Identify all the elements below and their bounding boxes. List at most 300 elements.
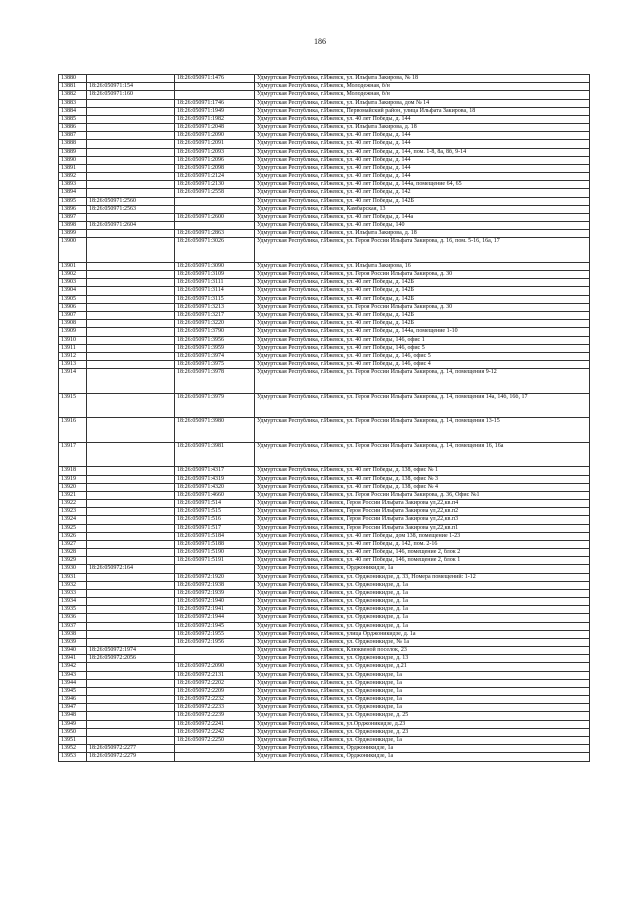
address-cell: Удмуртская Республика, г.Ижевск, ул. 40 лет Победы, д. 144а, помещение 1-10 xyxy=(255,328,590,336)
table-row xyxy=(59,737,590,745)
table-row xyxy=(59,83,590,91)
building-cadastral-number-cell xyxy=(175,197,255,205)
land-cadastral-number-cell xyxy=(87,532,175,540)
address-cell: Удмуртская Республика, г.Ижевск, Героя России Ильфата Закирова ул,22,кв.п1 xyxy=(255,524,590,532)
address-cell: Удмуртская Республика, г.Ижевск, Орджоникидзе, 1а xyxy=(255,565,590,573)
land-cadastral-number-cell xyxy=(87,320,175,328)
table-row xyxy=(59,630,590,638)
row-number-cell: 13891 xyxy=(59,164,87,172)
row-number-cell: 13882 xyxy=(59,91,87,99)
building-cadastral-number-cell xyxy=(175,91,255,99)
row-number-cell: 13925 xyxy=(59,524,87,532)
land-cadastral-number-cell: 18:26:050971:2563 xyxy=(87,205,175,213)
building-cadastral-number-cell: 18:26:050972:1939 xyxy=(175,589,255,597)
table-row xyxy=(59,638,590,646)
building-cadastral-number-cell: 18:26:050971:1949 xyxy=(175,107,255,115)
address-cell: Удмуртская Республика, г.Ижевск, Героя России Ильфата Закирова ул,22,кв.п2 xyxy=(255,508,590,516)
row-number-cell: 13922 xyxy=(59,500,87,508)
row-number-cell: 13898 xyxy=(59,222,87,230)
land-cadastral-number-cell xyxy=(87,598,175,606)
row-number-cell: 13886 xyxy=(59,124,87,132)
land-cadastral-number-cell: 18:26:050971:2560 xyxy=(87,197,175,205)
land-cadastral-number-cell xyxy=(87,352,175,360)
building-cadastral-number-cell: 18:26:050972:2209 xyxy=(175,687,255,695)
address-cell: Удмуртская Республика, г.Ижевск, ул. Орджоникидзе, д. 25 xyxy=(255,712,590,720)
building-cadastral-number-cell xyxy=(175,222,255,230)
building-cadastral-number-cell: 18:26:050972:1938 xyxy=(175,581,255,589)
address-cell: Удмуртская Республика, г.Ижевск, Орджоникидзе, 1а xyxy=(255,753,590,761)
building-cadastral-number-cell: 18:26:050971:3790 xyxy=(175,328,255,336)
table-row xyxy=(59,663,590,671)
table-row xyxy=(59,687,590,695)
building-cadastral-number-cell: 18:26:050971:2124 xyxy=(175,173,255,181)
page-number: 186 xyxy=(314,37,326,46)
building-cadastral-number-cell: 18:26:050971:5190 xyxy=(175,549,255,557)
table-row xyxy=(59,467,590,475)
row-number-cell: 13940 xyxy=(59,647,87,655)
land-cadastral-number-cell xyxy=(87,606,175,614)
address-cell: Удмуртская Республика, г.Ижевск, ул. Орджоникидзе, 1а xyxy=(255,687,590,695)
building-cadastral-number-cell: 18:26:050971:3026 xyxy=(175,238,255,263)
address-cell: Удмуртская Республика, г.Ижевск, ул. Ильфата Закирова, 16 xyxy=(255,262,590,270)
table-row xyxy=(59,303,590,311)
building-cadastral-number-cell: 18:26:050972:1944 xyxy=(175,614,255,622)
table-row xyxy=(59,279,590,287)
building-cadastral-number-cell: 18:26:050971:3975 xyxy=(175,361,255,369)
address-cell: Удмуртская Республика, г.Ижевск, ул. 40 лет Победы, д. 144а xyxy=(255,213,590,221)
building-cadastral-number-cell: 18:26:050971:2096 xyxy=(175,156,255,164)
address-cell: Удмуртская Республика, г.Ижевск, ул. 40 лет Победы, д. 142, пом. 2-16 xyxy=(255,540,590,548)
table-row xyxy=(59,75,590,83)
land-cadastral-number-cell xyxy=(87,107,175,115)
land-cadastral-number-cell xyxy=(87,115,175,123)
address-cell: Удмуртская Республика, г.Ижевск, ул. 40 лет Победы, д. 138, офис № 3 xyxy=(255,475,590,483)
table-row xyxy=(59,107,590,115)
row-number-cell: 13885 xyxy=(59,115,87,123)
land-cadastral-number-cell xyxy=(87,393,175,418)
building-cadastral-number-cell: 18:26:050971:515 xyxy=(175,508,255,516)
building-cadastral-number-cell: 18:26:050972:2232 xyxy=(175,696,255,704)
building-cadastral-number-cell: 18:26:050972:2241 xyxy=(175,720,255,728)
address-cell: Удмуртская Республика, г.Ижевск, ул. Орджоникидзе, д. 1а xyxy=(255,614,590,622)
row-number-cell: 13900 xyxy=(59,238,87,263)
address-cell: Удмуртская Республика, г.Ижевск, ул. Орджоникидзе, д. 33, Номера помещений: 1-12 xyxy=(255,573,590,581)
table-row xyxy=(59,679,590,687)
address-cell: Удмуртская Республика, г.Ижевск, ул. 40 лет Победы, 146, помещение 2, блок 2 xyxy=(255,549,590,557)
table-row xyxy=(59,728,590,736)
address-cell: Удмуртская Республика, г.Ижевск, ул. Героя России Ильфата Закирова, д. 30 xyxy=(255,303,590,311)
land-cadastral-number-cell xyxy=(87,418,175,443)
land-cadastral-number-cell: 18:26:050972:2056 xyxy=(87,655,175,663)
address-cell: Удмуртская Республика, г.Ижевск, ул. 40 лет Победы, дом 138, помещение 1-23 xyxy=(255,532,590,540)
building-cadastral-number-cell: 18:26:050971:516 xyxy=(175,516,255,524)
land-cadastral-number-cell xyxy=(87,303,175,311)
land-cadastral-number-cell xyxy=(87,540,175,548)
land-cadastral-number-cell xyxy=(87,361,175,369)
land-cadastral-number-cell xyxy=(87,483,175,491)
table-row xyxy=(59,712,590,720)
row-number-cell: 13906 xyxy=(59,303,87,311)
row-number-cell: 13926 xyxy=(59,532,87,540)
address-cell: Удмуртская Республика, г.Ижевск, ул. 40 лет Победы, д. 142Б xyxy=(255,279,590,287)
row-number-cell: 13930 xyxy=(59,565,87,573)
row-number-cell: 13915 xyxy=(59,393,87,418)
land-cadastral-number-cell xyxy=(87,622,175,630)
land-cadastral-number-cell: 18:26:050972:2277 xyxy=(87,745,175,753)
building-cadastral-number-cell: 18:26:050971:4319 xyxy=(175,475,255,483)
building-cadastral-number-cell: 18:26:050971:2093 xyxy=(175,148,255,156)
land-cadastral-number-cell xyxy=(87,132,175,140)
row-number-cell: 13924 xyxy=(59,516,87,524)
building-cadastral-number-cell: 18:26:050971:1476 xyxy=(175,75,255,83)
table-row xyxy=(59,156,590,164)
table-row xyxy=(59,197,590,205)
address-cell: Удмуртская Республика, г.Ижевск, ул. Героя России Ильфата Закирова, д. 14, помещения 13-15 xyxy=(255,418,590,443)
table-row xyxy=(59,189,590,197)
address-cell: Удмуртская Республика, г.Ижевск, Орджоникидзе, 1а xyxy=(255,745,590,753)
row-number-cell: 13899 xyxy=(59,230,87,238)
building-cadastral-number-cell: 18:26:050972:1955 xyxy=(175,630,255,638)
table-row xyxy=(59,524,590,532)
building-cadastral-number-cell: 18:26:050971:3959 xyxy=(175,344,255,352)
land-cadastral-number-cell: 18:26:050971:160 xyxy=(87,91,175,99)
row-number-cell: 13948 xyxy=(59,712,87,720)
land-cadastral-number-cell xyxy=(87,704,175,712)
row-number-cell: 13896 xyxy=(59,205,87,213)
row-number-cell: 13908 xyxy=(59,320,87,328)
building-cadastral-number-cell: 18:26:050971:4660 xyxy=(175,491,255,499)
table-row xyxy=(59,91,590,99)
address-cell: Удмуртская Республика, г.Ижевск, ул. Ильфата Закирова, д. 18 xyxy=(255,230,590,238)
row-number-cell: 13952 xyxy=(59,745,87,753)
row-number-cell: 13932 xyxy=(59,581,87,589)
building-cadastral-number-cell xyxy=(175,647,255,655)
table-row xyxy=(59,491,590,499)
row-number-cell: 13928 xyxy=(59,549,87,557)
table-row xyxy=(59,573,590,581)
building-cadastral-number-cell: 18:26:050972:2250 xyxy=(175,737,255,745)
table-row xyxy=(59,336,590,344)
land-cadastral-number-cell xyxy=(87,238,175,263)
table-row xyxy=(59,565,590,573)
address-cell: Удмуртская Республика, г.Ижевск, ул. 40 лет Победы, 146, помещение 2, блок 1 xyxy=(255,557,590,565)
building-cadastral-number-cell: 18:26:050971:3217 xyxy=(175,312,255,320)
address-cell: Удмуртская Республика, г.Ижевск, ул. Орджоникидзе, д. 1а xyxy=(255,598,590,606)
table-row xyxy=(59,516,590,524)
land-cadastral-number-cell: 18:26:050972:1974 xyxy=(87,647,175,655)
row-number-cell: 13935 xyxy=(59,606,87,614)
land-cadastral-number-cell xyxy=(87,614,175,622)
table-row xyxy=(59,287,590,295)
row-number-cell: 13927 xyxy=(59,540,87,548)
table-row xyxy=(59,622,590,630)
address-cell: Удмуртская Республика, г.Ижевск, ул. 40 лет Победы, 140 xyxy=(255,222,590,230)
building-cadastral-number-cell: 18:26:050972:2233 xyxy=(175,704,255,712)
building-cadastral-number-cell: 18:26:050972:1941 xyxy=(175,606,255,614)
land-cadastral-number-cell xyxy=(87,663,175,671)
row-number-cell: 13920 xyxy=(59,483,87,491)
row-number-cell: 13890 xyxy=(59,156,87,164)
land-cadastral-number-cell xyxy=(87,467,175,475)
land-cadastral-number-cell xyxy=(87,99,175,107)
building-cadastral-number-cell: 18:26:050971:3980 xyxy=(175,418,255,443)
row-number-cell: 13923 xyxy=(59,508,87,516)
address-cell: Удмуртская Республика, г.Ижевск, ул. Орджоникидзе, д. 1а xyxy=(255,606,590,614)
land-cadastral-number-cell xyxy=(87,671,175,679)
land-cadastral-number-cell xyxy=(87,189,175,197)
building-cadastral-number-cell: 18:26:050971:2558 xyxy=(175,189,255,197)
row-number-cell: 13916 xyxy=(59,418,87,443)
address-cell: Удмуртская Республика, г.Ижевск, ул. Орджоникидзе, д. 13 xyxy=(255,655,590,663)
address-cell: Удмуртская Республика, г.Ижевск, ул.Орджоникидзе, д.23 xyxy=(255,720,590,728)
address-cell: Удмуртская Республика, г.Ижевск, ул. Ильфата Закирова, д. 18 xyxy=(255,124,590,132)
building-cadastral-number-cell: 18:26:050971:3111 xyxy=(175,279,255,287)
building-cadastral-number-cell: 18:26:050971:1982 xyxy=(175,115,255,123)
address-cell: Удмуртская Республика, г.Ижевск, Молодежная, б/н xyxy=(255,83,590,91)
address-cell: Удмуртская Республика, г.Ижевск, ул. 40 лет Победы, д. 138, офис № 1 xyxy=(255,467,590,475)
table-row xyxy=(59,222,590,230)
row-number-cell: 13901 xyxy=(59,262,87,270)
address-cell: Удмуртская Республика, г.Ижевск, ул. Героя России Ильфата Закирова, д. 14, помещения 9-12 xyxy=(255,369,590,394)
land-cadastral-number-cell xyxy=(87,328,175,336)
address-cell: Удмуртская Республика, г.Ижевск, ул. 40 лет Победы, д. 144 xyxy=(255,140,590,148)
row-number-cell: 13937 xyxy=(59,622,87,630)
land-cadastral-number-cell xyxy=(87,524,175,532)
table-row xyxy=(59,647,590,655)
building-cadastral-number-cell: 18:26:050971:2091 xyxy=(175,140,255,148)
table-row xyxy=(59,164,590,172)
building-cadastral-number-cell: 18:26:050972:2239 xyxy=(175,712,255,720)
land-cadastral-number-cell xyxy=(87,156,175,164)
land-cadastral-number-cell xyxy=(87,173,175,181)
row-number-cell: 13936 xyxy=(59,614,87,622)
row-number-cell: 13895 xyxy=(59,197,87,205)
row-number-cell: 13942 xyxy=(59,663,87,671)
building-cadastral-number-cell: 18:26:050971:2098 xyxy=(175,164,255,172)
row-number-cell: 13931 xyxy=(59,573,87,581)
table-row xyxy=(59,557,590,565)
row-number-cell: 13909 xyxy=(59,328,87,336)
building-cadastral-number-cell: 18:26:050971:3974 xyxy=(175,352,255,360)
land-cadastral-number-cell xyxy=(87,638,175,646)
row-number-cell: 13880 xyxy=(59,75,87,83)
registry-table-body xyxy=(59,75,590,762)
land-cadastral-number-cell: 18:26:050971:154 xyxy=(87,83,175,91)
land-cadastral-number-cell xyxy=(87,295,175,303)
land-cadastral-number-cell xyxy=(87,75,175,83)
address-cell: Удмуртская Республика, г.Ижевск, ул. Орджоникидзе, д. 1а xyxy=(255,589,590,597)
address-cell: Удмуртская Республика, г.Ижевск, ул. 40 лет Победы, д. 144 xyxy=(255,156,590,164)
land-cadastral-number-cell xyxy=(87,720,175,728)
table-row xyxy=(59,475,590,483)
row-number-cell: 13944 xyxy=(59,679,87,687)
land-cadastral-number-cell: 18:26:050972:2279 xyxy=(87,753,175,761)
row-number-cell: 13947 xyxy=(59,704,87,712)
row-number-cell: 13888 xyxy=(59,140,87,148)
row-number-cell: 13946 xyxy=(59,696,87,704)
building-cadastral-number-cell: 18:26:050972:1945 xyxy=(175,622,255,630)
table-row xyxy=(59,393,590,418)
land-cadastral-number-cell xyxy=(87,728,175,736)
land-cadastral-number-cell xyxy=(87,581,175,589)
building-cadastral-number-cell xyxy=(175,83,255,91)
land-cadastral-number-cell xyxy=(87,549,175,557)
land-cadastral-number-cell xyxy=(87,442,175,467)
row-number-cell: 13907 xyxy=(59,312,87,320)
table-row xyxy=(59,442,590,467)
table-row xyxy=(59,271,590,279)
table-row xyxy=(59,589,590,597)
row-number-cell: 13938 xyxy=(59,630,87,638)
land-cadastral-number-cell xyxy=(87,287,175,295)
address-cell: Удмуртская Республика, г.Ижевск, ул. Орджоникидзе, 1а xyxy=(255,737,590,745)
building-cadastral-number-cell xyxy=(175,565,255,573)
row-number-cell: 13914 xyxy=(59,369,87,394)
table-row xyxy=(59,500,590,508)
row-number-cell: 13884 xyxy=(59,107,87,115)
building-cadastral-number-cell: 18:26:050971:2863 xyxy=(175,230,255,238)
land-cadastral-number-cell xyxy=(87,630,175,638)
building-cadastral-number-cell: 18:26:050972:1920 xyxy=(175,573,255,581)
building-cadastral-number-cell: 18:26:050971:2600 xyxy=(175,213,255,221)
table-row xyxy=(59,230,590,238)
land-cadastral-number-cell xyxy=(87,508,175,516)
table-row xyxy=(59,132,590,140)
address-cell: Удмуртская Республика, г.Ижевск, улица Орджоникидзе, д. 1а xyxy=(255,630,590,638)
address-cell: Удмуртская Республика, г.Ижевск, ул. 40 лет Победы, д. 142 xyxy=(255,189,590,197)
row-number-cell: 13943 xyxy=(59,671,87,679)
address-cell: Удмуртская Республика, г.Ижевск, ул. 40 лет Победы, д. 142Б xyxy=(255,197,590,205)
row-number-cell: 13921 xyxy=(59,491,87,499)
row-number-cell: 13905 xyxy=(59,295,87,303)
land-cadastral-number-cell xyxy=(87,712,175,720)
land-cadastral-number-cell xyxy=(87,500,175,508)
row-number-cell: 13945 xyxy=(59,687,87,695)
row-number-cell: 13933 xyxy=(59,589,87,597)
address-cell: Удмуртская Республика, г.Ижевск, ул. Орджоникидзе, № 1а xyxy=(255,638,590,646)
address-cell: Удмуртская Республика, г.Ижевск, Героя России Ильфата Закирова ул,22,кв.п4 xyxy=(255,500,590,508)
land-cadastral-number-cell xyxy=(87,344,175,352)
building-cadastral-number-cell: 18:26:050971:3956 xyxy=(175,336,255,344)
land-cadastral-number-cell xyxy=(87,279,175,287)
land-cadastral-number-cell xyxy=(87,271,175,279)
table-row xyxy=(59,369,590,394)
address-cell: Удмуртская Республика, г.Ижевск, ул. 40 лет Победы, 146, офис 1 xyxy=(255,336,590,344)
land-cadastral-number-cell xyxy=(87,516,175,524)
row-number-cell: 13949 xyxy=(59,720,87,728)
building-cadastral-number-cell: 18:26:050971:4320 xyxy=(175,483,255,491)
building-cadastral-number-cell xyxy=(175,205,255,213)
table-row xyxy=(59,124,590,132)
row-number-cell: 13881 xyxy=(59,83,87,91)
table-row xyxy=(59,328,590,336)
row-number-cell: 13911 xyxy=(59,344,87,352)
building-cadastral-number-cell: 18:26:050971:3109 xyxy=(175,271,255,279)
building-cadastral-number-cell: 18:26:050972:2131 xyxy=(175,671,255,679)
building-cadastral-number-cell: 18:26:050972:2202 xyxy=(175,679,255,687)
table-row xyxy=(59,320,590,328)
address-cell: Удмуртская Республика, г.Ижевск, ул. Героя России Ильфата Закирова, д. 16, пом. 5-16, 16а, 17 xyxy=(255,238,590,263)
row-number-cell: 13939 xyxy=(59,638,87,646)
land-cadastral-number-cell: 18:26:050972:164 xyxy=(87,565,175,573)
table-row xyxy=(59,720,590,728)
land-cadastral-number-cell xyxy=(87,140,175,148)
table-row xyxy=(59,696,590,704)
land-cadastral-number-cell xyxy=(87,696,175,704)
land-cadastral-number-cell xyxy=(87,181,175,189)
row-number-cell: 13951 xyxy=(59,737,87,745)
building-cadastral-number-cell: 18:26:050971:3220 xyxy=(175,320,255,328)
building-cadastral-number-cell: 18:26:050971:4317 xyxy=(175,467,255,475)
land-cadastral-number-cell xyxy=(87,369,175,394)
building-cadastral-number-cell: 18:26:050971:3115 xyxy=(175,295,255,303)
row-number-cell: 13913 xyxy=(59,361,87,369)
table-row xyxy=(59,540,590,548)
row-number-cell: 13929 xyxy=(59,557,87,565)
table-row xyxy=(59,745,590,753)
address-cell: Удмуртская Республика, г.Ижевск, Героя России Ильфата Закирова ул,22,кв.п3 xyxy=(255,516,590,524)
table-row xyxy=(59,614,590,622)
building-cadastral-number-cell: 18:26:050971:3979 xyxy=(175,393,255,418)
address-cell: Удмуртская Республика, г.Ижевск, ул. Героя России Ильфата Закирова, д. 14, помещения 14а, 14б, 16б, 17 xyxy=(255,393,590,418)
address-cell: Удмуртская Республика, г.Ижевск, ул. Ильфата Закирова, дом № 14 xyxy=(255,99,590,107)
row-number-cell: 13897 xyxy=(59,213,87,221)
registry-table xyxy=(58,74,590,762)
building-cadastral-number-cell: 18:26:050971:2090 xyxy=(175,132,255,140)
address-cell: Удмуртская Республика, г.Ижевск, Камбарская, 13 xyxy=(255,205,590,213)
building-cadastral-number-cell: 18:26:050971:3978 xyxy=(175,369,255,394)
row-number-cell: 13902 xyxy=(59,271,87,279)
building-cadastral-number-cell: 18:26:050972:2090 xyxy=(175,663,255,671)
land-cadastral-number-cell xyxy=(87,679,175,687)
building-cadastral-number-cell: 18:26:050971:2048 xyxy=(175,124,255,132)
building-cadastral-number-cell: 18:26:050971:3090 xyxy=(175,262,255,270)
address-cell: Удмуртская Республика, г.Ижевск, ул. 40 лет Победы, д. 146, офис 5 xyxy=(255,352,590,360)
address-cell: Удмуртская Республика, г.Ижевск, Молодежная, б/н xyxy=(255,91,590,99)
address-cell: Удмуртская Республика, г.Ижевск, ул. 40 лет Победы, д. 144 xyxy=(255,173,590,181)
address-cell: Удмуртская Республика, г.Ижевск, ул. 40 лет Победы, д. 144, пом. 1-8, 8а, 8б, 9-14 xyxy=(255,148,590,156)
table-row xyxy=(59,99,590,107)
table-row xyxy=(59,213,590,221)
address-cell: Удмуртская Республика, г.Ижевск, ул. 40 лет Победы, д. 142Б xyxy=(255,320,590,328)
address-cell: Удмуртская Республика, г.Ижевск, ул. Героя России Ильфата Закирова, д. 14, помещения 16, 16а xyxy=(255,442,590,467)
building-cadastral-number-cell: 18:26:050971:5184 xyxy=(175,532,255,540)
row-number-cell: 13889 xyxy=(59,148,87,156)
building-cadastral-number-cell: 18:26:050972:1940 xyxy=(175,598,255,606)
table-row xyxy=(59,262,590,270)
address-cell: Удмуртская Республика, г.Ижевск, ул. Орджоникидзе, 1а xyxy=(255,671,590,679)
building-cadastral-number-cell: 18:26:050972:1956 xyxy=(175,638,255,646)
table-row xyxy=(59,312,590,320)
address-cell: Удмуртская Республика, г.Ижевск, ул. Орджоникидзе, 1а xyxy=(255,679,590,687)
row-number-cell: 13894 xyxy=(59,189,87,197)
address-cell: Удмуртская Республика, г.Ижевск, ул. Героя России Ильфата Закирова, д. 30 xyxy=(255,271,590,279)
address-cell: Удмуртская Республика, г.Ижевск, ул. 40 лет Победы, д. 142Б xyxy=(255,295,590,303)
row-number-cell: 13910 xyxy=(59,336,87,344)
address-cell: Удмуртская Республика, г.Ижевск, ул. Орджоникидзе, д.21 xyxy=(255,663,590,671)
table-row xyxy=(59,581,590,589)
row-number-cell: 13887 xyxy=(59,132,87,140)
land-cadastral-number-cell: 18:26:050971:2604 xyxy=(87,222,175,230)
row-number-cell: 13934 xyxy=(59,598,87,606)
building-cadastral-number-cell: 18:26:050971:3981 xyxy=(175,442,255,467)
land-cadastral-number-cell xyxy=(87,124,175,132)
address-cell: Удмуртская Республика, г.Ижевск, ул. 40 лет Победы, д. 144 xyxy=(255,164,590,172)
land-cadastral-number-cell xyxy=(87,213,175,221)
address-cell: Удмуртская Республика, г.Ижевск, ул. 40 лет Победы, 146, офис 5 xyxy=(255,344,590,352)
address-cell: Удмуртская Республика, г.Ижевск, ул. 40 лет Победы, д. 142Б xyxy=(255,312,590,320)
table-row xyxy=(59,483,590,491)
